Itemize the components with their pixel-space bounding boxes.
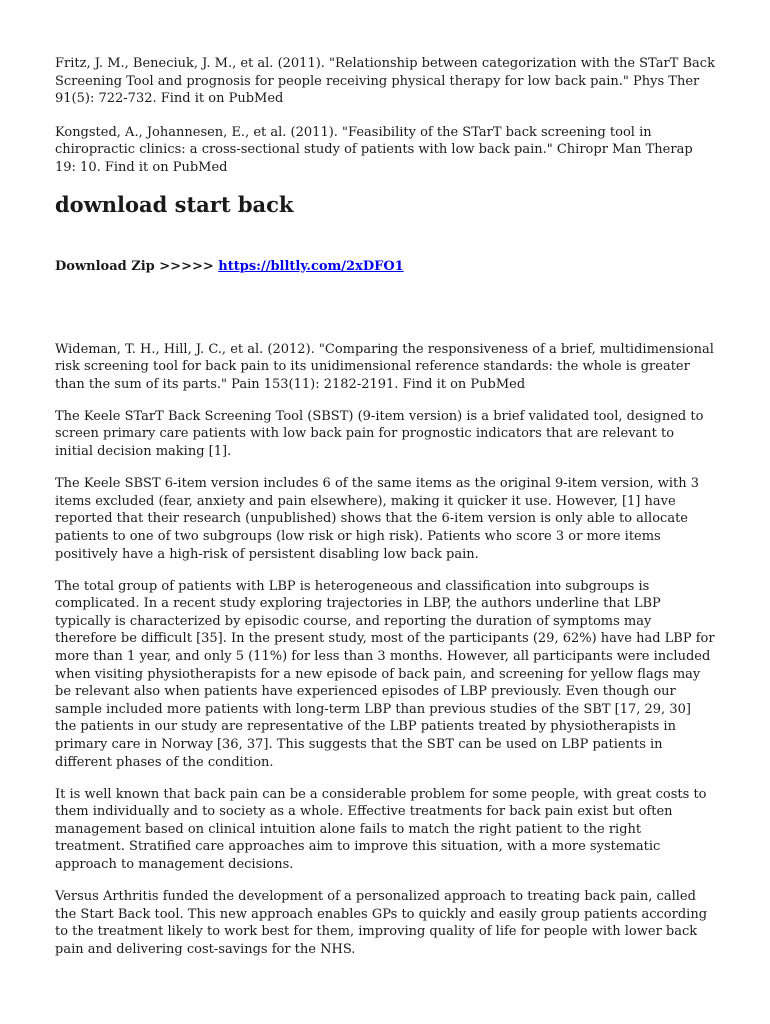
section-heading: download start back — [55, 191, 294, 217]
spacer — [55, 275, 715, 341]
paragraph-sbst-6-item: The Keele SBST 6-item version includes 6 of the same items as the original 9-item version, with 3 items excluded (fear, anxiety and pain elsewhere), making it quicker it use. However, [1] have reported that their research (unpublished) shows that the 6-item version is only able to allocate patients to one of two subgroups (low risk or high risk). Patients who score 3 or more items positively have a high-risk of persistent disabling low back pain. — [55, 476, 700, 562]
download-line — [55, 258, 715, 275]
paragraph-back-pain-costs: It is well known that back pain can be a considerable problem for some people, with great costs to them individually and to society as a whole. Effective treatments for back pain exist but often management based on clinical intuition alone fails to match the right patient to the right treatment. Stratified care approaches aim to improve this situation, with a more systematic approach to management decisions. — [55, 786, 707, 872]
download-label: Download Zip >>>>> — [55, 258, 219, 274]
paragraph-versus-arthritis: Versus Arthritis funded the development of a personalized approach to treating back pain, called the Start Back tool. This new approach enables GPs to quickly and easily group patients according to the treatment likely to work best for them, improving quality of life for people with lower back pain and delivering cost-savings for the NHS. — [55, 889, 708, 957]
reference-wideman: Wideman, T. H., Hill, J. C., et al. (2012). "Comparing the responsiveness of a brief, multidimensional risk screening tool for back pain to its unidimensional reference standards: the whole is greater than the sum of its parts." Pain 153(11): 2182-2191. Find it on PubMed — [55, 341, 714, 392]
download-link[interactable]: https://blltly.com/2xDFO1 — [218, 258, 404, 274]
paragraph-sbst-intro: The Keele STarT Back Screening Tool (SBST) (9-item version) is a brief validated tool, designed to screen primary care patients with low back pain for prognostic indicators that are relevant to initial decision making [1]. — [55, 408, 704, 460]
paragraph-lbp-classification: The total group of patients with LBP is heterogeneous and classification into subgroups is complicated. In a recent study exploring trajectories in LBP, the authors underline that LBP typically is characterized by episodic course, and reporting the duration of symptoms may therefore be difficult [35]. In the present study, most of the participants (29, 62%) have had LBP for more than 1 year, and only 5 (11%) for less than 3 months. However, all participants were included when visiting physiotherapists for a new episode of back pain, and screening for yellow flags may be relevant also when patients have experienced episodes of LBP previously. Even though our sample included more patients with long-term LBP than previous studies of the SBT [17, 29, 30] the patients in our study are representative of the LBP patients treated by physiotherapists in primary care in Norway [36, 37]. This suggests that the SBT can be used on LBP patients in different phases of the condition. — [55, 578, 715, 770]
reference-kongsted: Kongsted, A., Johannesen, E., et al. (2011). "Feasibility of the STarT back screening tool in chiropractic clinics: a cross-sectional study of patients with low back pain." Chiropr Man Therap 19: 10. Find it on PubMed — [55, 124, 693, 175]
reference-fritz: Fritz, J. M., Beneciuk, J. M., et al. (2011). "Relationship between categorization with the STarT Back Screening Tool and prognosis for people receiving physical therapy for low back pain." Phys Ther 91(5): 722-732. Find it on PubMed — [55, 56, 715, 107]
